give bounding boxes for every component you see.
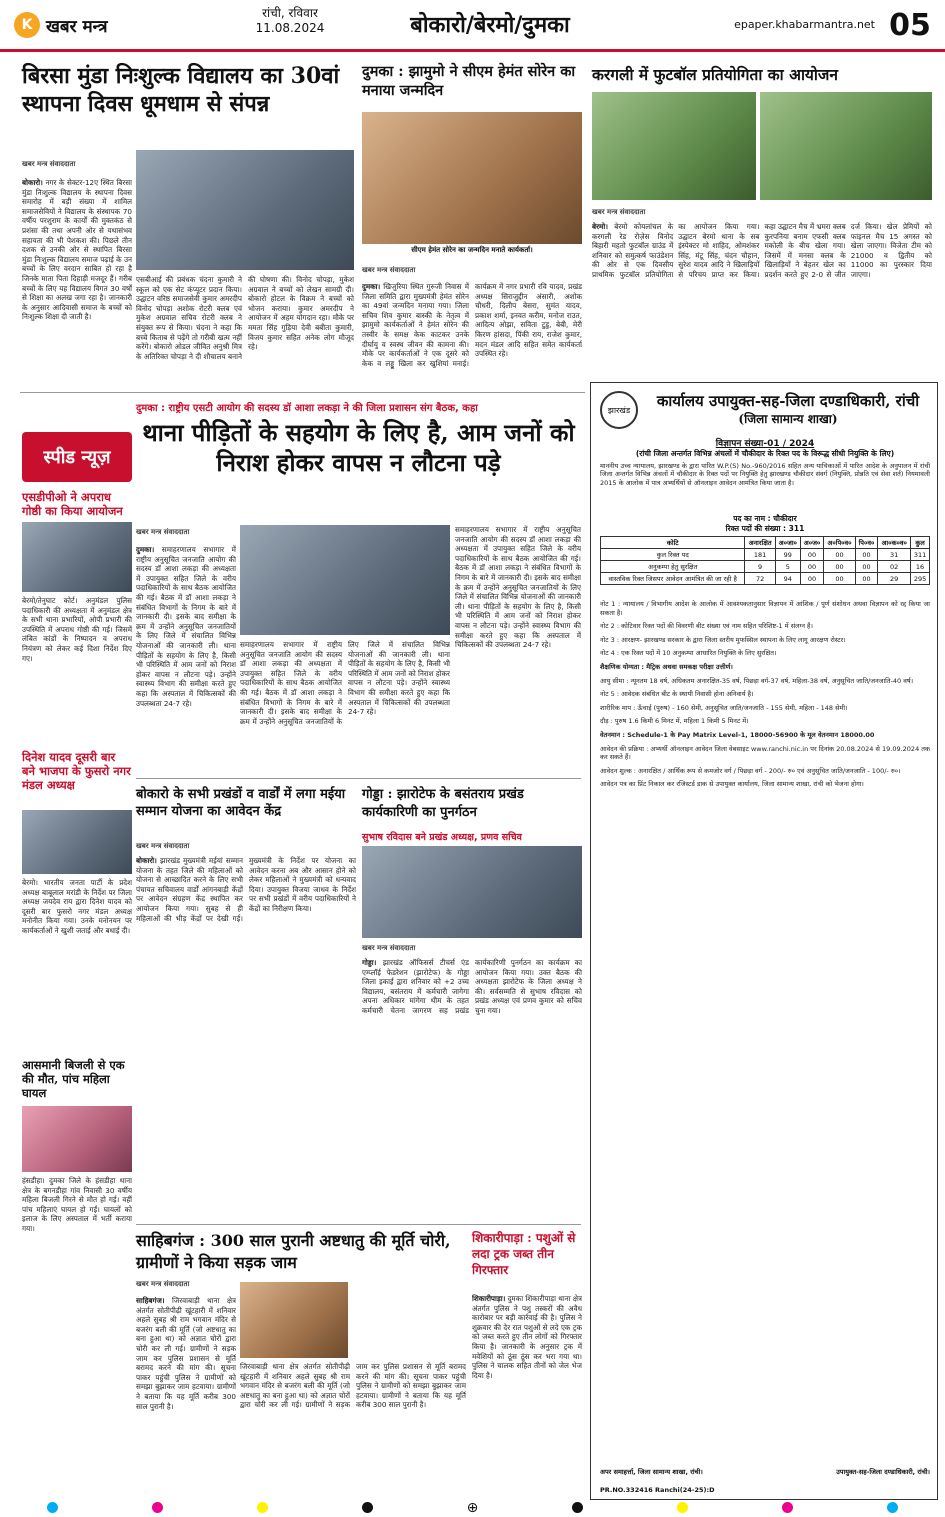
table-cell: 72 [745,573,775,585]
speed-news-photo-1 [22,522,132,592]
story1-body-2: एसबीआई की प्रबंधक चंदना कुमारी ने स्कूल को एक सेट कंप्यूटर प्रदान किया। उद्घाटन वरिष्ठ समाजसेवी कुमार अमरदीप विनोद चोपड़ा अशोक रोटरी क्लब एवं मुकेश अग्रवाल सचिव रोटरी क्लब ने संयुक्त रूप से किया। चंदना ने कहा कि बच्चे किताब से पढ़ेंगे तो गरीबी खत्म नहीं करेंगे। बोकारो ओडल जीवित अनुश्री मित्र के अतिरिक्त चोपड़ा ने दी शौचालय बनाने की घोषणा की। विनोद चोपड़ा, मुकेश अग्रवाल ने बच्चों को लेखन सामग्री दी। बोकारो होटल के विक्रम ने बच्चों को भोजन कराया। कुमार अमरदीप ने आयोजन में अहम योगदान रहा। मौके पर ममता सिंह गुड़िया देवी बबीता कुमारी, विजय कुमार सहित अनेक लोग मौजूद रहे। [136,275,354,361]
story3-byline: खबर मन्त्र संवाददाता [592,208,646,216]
divider [136,1224,581,1225]
emblem-icon: झारखंड [600,391,638,429]
table-header-cell: अ०पि०व० [824,537,856,549]
notice-note: नोट 5 : आवेदक संबंधित बीट के स्थायी निवासी होना अनिवार्य है। [600,690,754,699]
table-cell: 5 [775,561,800,573]
story5-body [136,856,356,1218]
dateline-box [230,6,350,36]
crosshair-icon: ⊕ [466,1499,479,1516]
notice-note: आवेदन शुल्क : अनारक्षित / आर्थिक रूप से कमजोर वर्ग / पिछड़ा वर्ग - 200/- रु० एवं अनुसूचित जाति/जनजाति - 100/- रु०। [600,766,901,775]
notice-note: वेतनमान : Schedule-1 के Pay Matrix Level-1, 18000-56900 के मूल वेतनमान 18000.00 [600,730,875,739]
table-header-cell: अ०ज० [800,537,823,549]
notice-title-block [646,392,930,428]
table-header-cell: आ०क०व० [878,537,911,549]
story6-headline[interactable]: गोड्डा : झारोटेफ के बसंतराय प्रखंड कार्यकारिणी का पुनर्गठन [362,787,524,820]
table-row [601,549,930,561]
notice-note: शारीरिक माप : ऊँचाई (पुरुष) - 160 सेमी, अनुसूचित जाति/जनजाति - 155 सेमी, महिला - 148 सेमी। [600,703,848,712]
section-title: बोकारो/बेरमो/दुमका [410,12,570,38]
table-cell: 29 [878,573,911,585]
story5-headline[interactable]: बोकारो के सभी प्रखंडों व वार्डों में लगा मईया सम्मान योजना का आवेदन केंद्र [136,787,346,819]
story6-text: झारखंड ऑफिसर्स टीचर्स एंड एम्प्लॉई फेडरेशन (झारोटेफ) के गोड्डा जिला इकाई द्वारा शनिवार को +2 उच्च विद्यालय, बसंतराय में कर्मचारी जागेगा अपना अधिकार मांगेगा थीम के तहत कर्मचारी चेतना जागरण सह प्रखंड कार्यकारिणी पुनर्गठन का कार्यक्रम का आयोजन किया गया। उक्त बैठक की अध्यक्षता झारोटेफ के जिला अध्यक्ष ने की। सर्वसम्मति से सुभाष रविदास को प्रखंड अध्यक्ष एवं प्रणव कुमार को सचिव चुना गया। [362,958,582,1015]
table-cell: वास्तविक रिक्त जिसपर आवेदन आमंत्रित की जा रही है [601,573,745,585]
story8-headline[interactable]: शिकारीपाड़ा : पशुओं से लदा ट्रक जब्त तीन गिरफ्तार [472,1231,576,1277]
main-headline[interactable]: थाना पीड़ितों के सहयोग के लिए है, आम जनों को निराश होकर वापस न लौटना पड़े [142,418,575,477]
vacancy-table [600,536,930,585]
table-row [601,561,930,573]
story6-body [362,958,582,1218]
table-header-cell: कोटि [601,537,745,549]
table-cell: 295 [911,573,930,585]
table-header-row [601,537,930,549]
story8-text: दुमका शिकारीपाड़ा थाना क्षेत्र अंतर्गत पुलिस ने पशु तस्करों की अवैध कारोबार पर बड़ी कार्रवाई की है। पुलिस ने शुक्रवार की देर रात पशुओं से लदे एक ट्रक को जब्त करते हुए तीन लोगों को गिरफ्तार किया है। जानकारी के अनुसार ट्रक में मवेशियों को ठूंस ठूंस कर भरा गया था। पुलिस ने चालक सहित तीनों को जेल भेज दिया है। [472,1294,582,1380]
table-cell: 16 [911,561,930,573]
city-day: रांची, रविवार [262,6,318,20]
speed-news-title-3[interactable]: आसमानी बिजली से एक की मौत, पांच महिला घायल [22,1058,125,1100]
main-byline: खबर मन्त्र संवाददाता [136,528,190,536]
table-cell: 99 [775,549,800,561]
story5-dateline: बोकारो। [136,856,157,865]
notice-note: नोट 3 : आरक्षण- झारखण्ड सरकार के द्वारा जिला स्तरीय मुफस्सिल स्थापना के लिए लागू आरक्षण रोस्टर। [600,635,846,644]
table-cell: 00 [855,549,877,561]
page-number: 05 [889,8,931,43]
story2-photo [362,112,582,244]
story7-text: जिरवाबाड़ी थाना क्षेत्र अंतर्गत सोतीपीढ़ी खूंटहारी में शनिवार अहले सुबह श्री राम भगवान मंदिर से बजरंग बली की मूर्ति (जो अष्टधातु का बना हुआ था) को अज्ञात चोरों द्वारा चोरी कर ली गई। ग्रामीणों ने सड़क जाम कर पुलिस प्रशासन से मूर्ति बरामद करने की मांग की। सूचना पाकर पहुंची पुलिस ने ग्रामीणों को समझा बुझाकर जाम हटवाया। ग्रामीणों ने बताया कि यह मूर्ति करीब 300 साल पुरानी है। [136,1296,236,1411]
table-cell: 00 [800,549,823,561]
story3-headline[interactable]: करगली में फुटबॉल प्रतियोगिता का आयोजन [592,65,839,84]
notice-intro: माननीय उच्च न्यायालय, झारखण्ड के द्वारा पारित W.P.(S) No.-960/2016 सहित अन्य याचिकाओं में पारित आदेश के अनुपालन में रांची जिला अन्तर्गत विभिन्न अंचलों में चौकीदार के रिक्त पदों पर नियुक्ति हेतु झारखण्ड चौकीदार संवर्ग (नियुक्ति, प्रोन्नति एवं सेवा शर्त) नियमावली 2015 के आलोक में पात्र अभ्यर्थियों से ऑनलाइन आवेदन आमंत्रित किया जाता है। [600,462,930,487]
issue-date: 11.08.2024 [255,21,325,35]
main-body-2: समाहरणालय सभागार में राष्ट्रीय अनुसूचित जनजाति आयोग की सदस्य डॉ आशा लकड़ा की अध्यक्षता में उपायुक्त सहित जिले के वरीय पदाधिकारियों के साथ बैठक आयोजित की गई। बैठक में डॉ आशा लकड़ा ने संबंधित विभागों के निगम के बारे में जानकारी दी। इसके बाद समीक्षा के क्रम में उन्होंने अनुसूचित जनजातियों के लिए जिले में संचालित विभिन्न योजनाओं की जानकारी ली। थाना पीड़ितों के सहयोग के लिए है, किसी भी परिस्थिति में आम जनों को निराश होकर वापस न लौटना पड़े। उन्होंने स्वास्थ्य विभाग की समीक्षा करते हुए कहा कि अस्पताल में चिकित्सकों की उपलब्धता 24-7 रहे। [240,640,450,726]
story5-byline: खबर मन्त्र संवाददाता [136,842,190,850]
speed-news-photo-3 [22,1106,132,1172]
story1-text: नगर के सेक्टर-12ए स्थित बिरसा मुंडा निःशुल्क विद्यालय के स्थापना दिवस समारोह में बड़ी संख्या में शामिल समाजसेवियों ने विद्यालय के संस्थापक 70 वर्षीय परशुराम के कार्यों की मुक्तकंठ से प्रशंसा की तथा अपनी ओर से यथासंभव सहायता की भी पेशकश की। पिछले तीन दशक से उनकी ओर से स्थापित बिरसा मुंडा निःशुल्क विद्यालय समाज पढ़ाई के उन बच्चों के लिए वरदान साबित हो रहा है जिनके माता पिता दिहाड़ी मजदूर हैं। गरीब बच्चों के लिए यह विद्यालय विगत 30 वर्षों से शिक्षा का अलख जगा रहा है। जानकारी के अनुसार आदिवासी समाज के बच्चों को निःशुल्क शिक्षा दी जाती है। [22,178,132,322]
notice-note: आवेदन पत्र का प्रिंट निकाल कर रजिस्टर्ड डाक से उपायुक्त कार्यालय, जिला सामान्य शाखा, रांची को भेजना होगा। [600,780,864,789]
notice-note: शैक्षणिक योग्यता : मैट्रिक अथवा समकक्ष परीक्षा उत्तीर्ण। [600,662,733,671]
notice-adv-title: (रांची जिला अन्तर्गत विभिन्न अंचलों में चौकीदार के रिक्त पद के विरूद्ध सीधी नियुक्ति के लिए) [635,449,895,458]
story1-photo [136,150,354,270]
notice-pr-no: PR.NO.332416 Ranchi(24-25):D [600,1486,715,1494]
table-cell: 31 [878,549,911,561]
story2-body [362,282,582,387]
main-dateline: दुमका। [136,545,155,554]
registration-dot-icon [152,1502,163,1513]
registration-dot-icon [887,1502,898,1513]
story6-subhead: सुभाष रविदास बने प्रखंड अध्यक्ष, प्रणव सचिव [362,832,522,843]
story8-body [472,1294,582,1492]
table-cell: कुल रिक्त पद [601,549,745,561]
story7-byline: खबर मन्त्र संवाददाता [136,1280,190,1288]
table-cell: 00 [800,561,823,573]
table-header-cell: अनारक्षित [745,537,775,549]
story2-caption: सीएम हेमंत सोरेन का जन्मदिन मनाते कार्यकर्ता। [362,246,582,258]
speed-news-body-2: बेरमो। भारतीय जनता पार्टी के प्रदेश अध्यक्ष बाबूलाल मरांडी के निर्देश पर जिला अध्यक्ष जयदेव राय द्वारा दिनेश यादव को दूसरी बार फुसरो नगर मंडल अध्यक्ष मनोनीत किया गया। उनके मनोनयन पर कार्यकर्ताओं ने खुशी जताई और बधाई दी। [22,878,132,935]
main-photo [240,525,450,635]
story1-body [22,178,132,388]
table-cell: 94 [775,573,800,585]
logo-text: खबर मन्त्र [46,16,108,37]
notice-adv-no: विज्ञापन संख्या-01 / 2024 [715,439,815,449]
table-cell: 311 [911,549,930,561]
table-cell: 00 [824,549,856,561]
story6-byline: खबर मन्त्र संवाददाता [362,944,416,952]
story7-headline[interactable]: साहिबगंज : 300 साल पुरानी अष्टधातु की मूर्ति चोरी, ग्रामीणों ने किया सड़क जाम [136,1231,451,1272]
story3-photo-1 [592,92,756,200]
speed-news-title-2[interactable]: दिनेश यादव दूसरी बार बने भाजपा के फुसरो नगर मंडल अध्यक्ष [22,750,131,792]
notice-note: नोट 1 : न्यायालय / विभागीय आदेश के आलोक में आवश्यकतानुसार विज्ञापन में आंशिक / पूर्ण संशोधन अथवा विज्ञापन को रद्द किया जा सकता है। [600,600,930,617]
notice-total-posts: रिक्त पदों की संख्या : 311 [725,524,805,533]
story6-photo [362,846,582,938]
story1-byline: खबर मन्त्र संवाददाता [22,160,76,168]
epaper-link[interactable]: epaper.khabarmantra.net [734,18,875,31]
table-cell: 00 [824,561,856,573]
registration-dot-icon [572,1502,583,1513]
table-cell: अनुकम्पा हेतु सुरक्षित [601,561,745,573]
speed-news-body-3: हंसडीहा। दुमका जिले के हंसडीहा थाना क्षेत्र के बगनडीहा गांव निवासी 30 वर्षीय महिला बिजली गिरने से मौत हो गई। वहीं पांच महिलाएं घायल हो गईं। घायलों को इलाज के लिए अस्पताल में भर्ती कराया गया। [22,1176,132,1233]
story7-photo [240,1282,348,1358]
notice-note: नोट 4 : एक रिक्त पदों में 10 अनुकम्पा आधारित नियुक्ति के लिए सुरक्षित। [600,649,777,658]
speed-news-photo-2 [22,810,132,874]
story6-dateline: गोड्डा। [362,958,377,967]
speed-news-title-1[interactable]: एसडीपीओ ने अपराध गोष्ठी का किया आयोजन [22,490,123,518]
story3-text: बेरमो कोयलांचल के करगली रेड रोज़ेस विनोद बिहारी महतो फुटबॉल ग्राउंड में शनिवार को समुत्कर्ष फाउंडेशन की ओर से एक दिवसीय प्राथमिक फुटबॉल प्रतियोगिता का आयोजन किया गया। उद्घाटन बेरमो थाना के सब इंस्पेक्टर मो शाहिद, ओमशंकर सिंह, मंटू सिंह, चंदन चौहान, सुरेश यादव आदि ने खिलाड़ियों से परिचय प्राप्त कर किया। कहा उद्घाटन मैच में भ्रमरा क्लब कुरपनिया बनाम एफसी क्लब मकोली के बीच खेला गया। जिसमें में मनसा क्लब के खिलाड़ियों ने बेहतर खेल का प्रदर्शन करते हुए 2-0 से जीत दर्ज किया। खेल प्रेमियों को फाइनल मैच 15 अगस्त को खेला जाएगा। विजेता टीम को 21000 व द्वितीय को 11000 का पुरस्कार दिया जाएगा। [592,222,932,279]
story3-photo-2 [760,92,932,200]
notice-subtitle: (जिला सामान्य शाखा) [738,412,838,426]
registration-dot-icon [47,1502,58,1513]
logo-icon: K [14,12,40,38]
notice-sign-left: अपर समाहर्त्ता, जिला सामान्य शाखा, रांची। [600,1468,703,1476]
table-cell: 9 [745,561,775,573]
notice-title: कार्यालय उपायुक्त-सह-जिला दण्डाधिकारी, रांची [656,392,920,410]
story2-dateline: दुमका। [362,282,381,291]
divider [136,778,581,779]
table-row [601,573,930,585]
main-body-3: समाहरणालय सभागार में राष्ट्रीय अनुसूचित जनजाति आयोग की सदस्य डॉ आशा लकड़ा की अध्यक्षता में उपायुक्त सहित जिले के वरीय पदाधिकारियों के साथ बैठक आयोजित की गई। बैठक में डॉ आशा लकड़ा ने संबंधित विभागों के निगम के बारे में जानकारी दी। इसके बाद समीक्षा के क्रम में उन्होंने अनुसूचित जनजातियों के लिए जिले में संचालित विभिन्न योजनाओं की जानकारी ली। थाना पीड़ितों के सहयोग के लिए है, किसी भी परिस्थिति में आम जनों को निराश होकर वापस न लौटना पड़े। उन्होंने स्वास्थ्य विभाग की समीक्षा करते हुए कहा कि अस्पताल में चिकित्सकों की उपलब्धता 24-7 रहे। [455,525,581,650]
notice-post-name: पद का नाम : चौकीदार [733,514,797,523]
speed-news-badge: स्पीड न्यूज़ [22,432,132,482]
table-header-cell: अ०जा० [775,537,800,549]
story2-text: खिजुरिया स्थित गुरुजी निवास में जिला समिति द्वारा मुख्यमंत्री हेमंत सोरेन का 49वां जन्मदिन मनाया गया। जिला सचिव शिव कुमार बास्की के नेतृत्व में झामुमो कार्यकर्ताओं ने हेमंत सोरेन की तस्वीर के समक्ष केक काटकर उनके दीर्घायु व स्वस्थ जीवन की कामना की। मौके पर कार्यकर्ताओं ने एक दूसरे को केक व लड्डू खिला कर खुशियां मनाई। कार्यक्रम में नगर प्रभारी रवि यादव, प्रखंड अध्यक्ष सिराजुद्दीन अंसारी, अशोक चौधरी, दिलीप बेसरा, सुमंत यादव, प्रकाश शर्मा, इनवत करीम, मनोज राउत, आदित्य ओझा, सविता टुडु, बेबी, मेरी किरण हांसदा, पिंकी राय, राजेश कुमार, मदन मंडल आदि सहित समेत कार्यकर्ता उपस्थित रहे। [362,282,582,368]
main-body-1 [136,545,236,770]
notice-header [600,387,930,433]
table-cell: 00 [824,573,856,585]
story3-dateline: बेरमो। [592,222,608,231]
registration-dot-icon [362,1502,373,1513]
registration-dot-icon [677,1502,688,1513]
table-cell: 00 [800,573,823,585]
print-registration-marks [0,1498,945,1517]
notice-note: दौड़ : पुरुष 1.6 किमी 6 मिनट में, महिला 1 किमी 5 मिनट में। [600,717,749,726]
main-kicker: दुमका : राष्ट्रीय एसटी आयोग की सदस्य डॉ आशा लकड़ा ने की जिला प्रशासन संग बैठक, कहा [136,403,478,414]
notice-notes [600,600,930,1460]
story8-dateline: शिकारीपाड़ा। [472,1294,506,1303]
story2-byline: खबर मन्त्र संवाददाता [362,266,416,274]
story1-headline[interactable]: बिरसा मुंडा निःशुल्क विद्यालय का 30वां स्थापना दिवस धूमधाम से संपन्न [22,63,340,117]
logo[interactable] [14,8,184,42]
table-cell: 00 [855,561,877,573]
story5-text: झारखंड मुख्यमंत्री मईयां सम्मान योजना के तहत जिले की महिलाओं को योजना से आच्छादित करने के लिए सभी पंचायत सचिवालय वार्डों आंगनबाड़ी केंद्रों पर आवेदन संग्रहण केंद्र स्थापित कर आयोजन किया गया। सुबह से ही महिलाओं की भीड़ केंद्रों पर देखी गई। मुख्यमंत्री के निर्देश पर योजना का आवेदन करना अब और आसान होने को लेकर महिलाओं ने मुख्यमंत्री को धन्यवाद दिया। उपायुक्त विजया जाधव के निर्देश पर सभी प्रखंडों में वरीय पदाधिकारियों ने केंद्रों का निरीक्षण किया। [136,856,356,923]
registration-dot-icon [782,1502,793,1513]
story1-dateline: बोकारो। [22,178,43,187]
notice-note: नोट 2 : कोटिवार रिक्त पदों की विवरणी बीट संख्या एवं नाम सहित परिशिष्ट-1 में संलग्न है। [600,622,813,631]
speed-news-body-1: बेरमो/तेनुघाट कोर्ट। अनुमंडल पुलिस पदाधिकारी की अध्यक्षता में अनुमंडल क्षेत्र के सभी थाना प्रभारियों, ओपी प्रभारी की उपस्थिति में अपराध गोष्ठी की गई। जिसमें लंबित कांडों के निष्पादन व अपराध नियंत्रण को लेकर कई दिशा निर्देश दिए गए। [22,596,132,663]
table-cell: 02 [878,561,911,573]
story2-headline[interactable]: दुमका : झामुमो ने सीएम हेमंत सोरेन का मनाया जन्मदिन [362,63,576,99]
main-text: समाहरणालय सभागार में राष्ट्रीय अनुसूचित जनजाति आयोग की सदस्य डॉ आशा लकड़ा की अध्यक्षता में उपायुक्त सहित जिले के वरीय पदाधिकारियों के साथ बैठक आयोजित की गई। बैठक में डॉ आशा लकड़ा ने संबंधित विभागों के निगम के बारे में जानकारी दी। इसके बाद समीक्षा के क्रम में उन्होंने अनुसूचित जनजातियों के लिए जिले में संचालित विभिन्न योजनाओं की जानकारी ली। थाना पीड़ितों के सहयोग के लिए है, किसी भी परिस्थिति में आम जनों को निराश होकर वापस न लौटना पड़े। उन्होंने स्वास्थ्य विभाग की समीक्षा करते हुए कहा कि अस्पताल में चिकित्सकों की उपलब्धता 24-7 रहे। [136,545,236,708]
table-cell: 00 [855,573,877,585]
story3-body [592,222,932,374]
table-header-cell: कुल [911,537,930,549]
divider [20,392,585,393]
table-cell: 181 [745,549,775,561]
notice-sign-right: उपायुक्त-सह-जिला दण्डाधिकारी, रांची। [836,1468,930,1476]
notice-note: आवेदन की प्रक्रिया : अभ्यर्थी ऑनलाइन आवेदन जिला वेबसाइट www.ranchi.nic.in पर दिनांक 20.08.2024 से 19.09.2024 तक कर सकते हैं। [600,744,930,762]
table-header-cell: पि०व० [855,537,877,549]
story7-body-2: जिरवाबाड़ी थाना क्षेत्र अंतर्गत सोतीपीढ़ी खूंटहारी में शनिवार अहले सुबह श्री राम भगवान मंदिर से बजरंग बली की मूर्ति (जो अष्टधातु का बना हुआ था) को अज्ञात चोरों द्वारा चोरी कर ली गई। ग्रामीणों ने सड़क जाम कर पुलिस प्रशासन से मूर्ति बरामद करने की मांग की। सूचना पाकर पहुंची पुलिस ने ग्रामीणों को समझा बुझाकर जाम हटवाया। ग्रामीणों ने बताया कि यह मूर्ति करीब 300 साल पुरानी है। [240,1362,466,1410]
story7-body-1 [136,1296,236,1492]
registration-dot-icon [257,1502,268,1513]
story7-dateline: साहिबगंज। [136,1296,165,1305]
notice-note: आयु सीमा : न्यूनतम 18 वर्ष, अधिकतम अनारक्षित-35 वर्ष, पिछड़ा वर्ग-37 वर्ष, महिला-38 वर्ष, अनुसूचित जाति/जनजाति-40 वर्ष। [600,676,914,685]
